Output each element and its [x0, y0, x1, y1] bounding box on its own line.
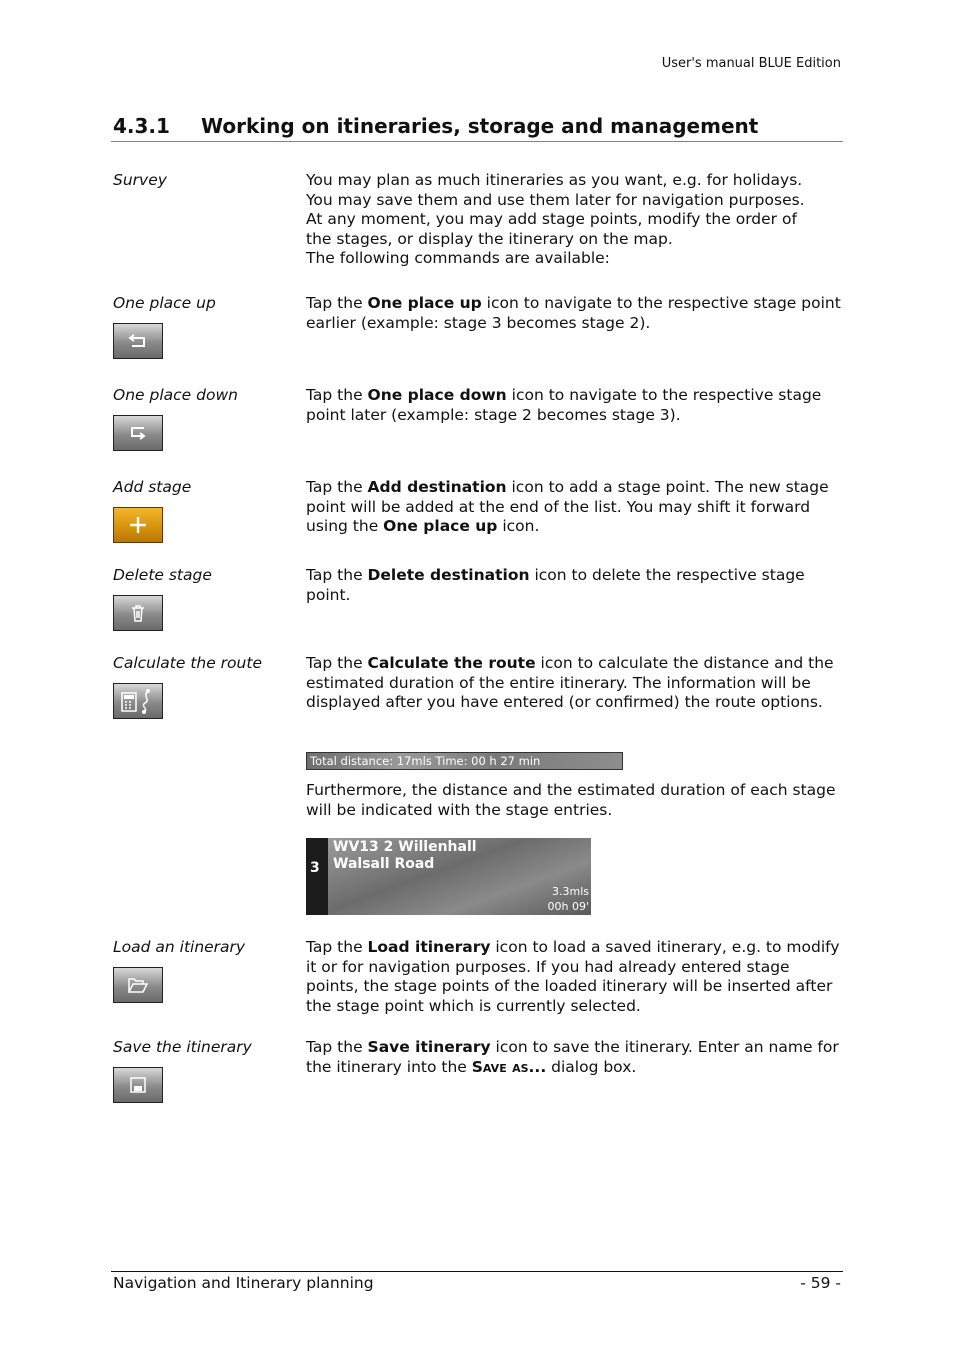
- survey-line-3: At any moment, you may add stage points, modify the order of: [306, 210, 797, 229]
- survey-line-5: The following commands are available:: [306, 249, 610, 268]
- section-number: 4.3.1: [113, 114, 170, 138]
- delete-stage-text: Tap the Delete destination icon to delete the respective stage point.: [306, 566, 805, 604]
- heading-rule: [111, 141, 843, 142]
- delete-destination-term: Delete destination: [367, 566, 530, 584]
- one-place-down-text: Tap the One place down icon to navigate to the respective stage point later (example: stage 2 becomes stage 3).: [306, 386, 822, 424]
- running-header: User's manual BLUE Edition: [661, 56, 841, 71]
- calculator-route-icon: [120, 688, 156, 714]
- add-stage-label: Add stage: [113, 478, 192, 496]
- one-place-up-term: One place up: [367, 294, 482, 312]
- trash-icon: [131, 604, 145, 622]
- delete-stage-button[interactable]: [113, 595, 163, 631]
- stage-entries-text: Furthermore, the distance and the estimated duration of each stage will be indicated with the stage entries.: [306, 781, 836, 819]
- stage-number-bar: [306, 838, 328, 915]
- add-destination-term: Add destination: [367, 478, 507, 496]
- section-heading: [113, 114, 758, 138]
- one-place-up-text: Tap the One place up icon to navigate to the respective stage point earlier (example: stage 3 becomes stage 2).: [306, 294, 841, 332]
- load-itinerary-button[interactable]: [113, 967, 163, 1003]
- page-number: - 59 -: [800, 1274, 841, 1292]
- delete-stage-label: Delete stage: [113, 566, 212, 584]
- save-itinerary-text: Tap the Save itinerary icon to save the itinerary. Enter an name for the itinerary into the Save as... dialog box.: [306, 1038, 839, 1076]
- save-itinerary-label: Save the itinerary: [113, 1038, 252, 1056]
- survey-line-2: You may save them and use them later for navigation purposes.: [306, 190, 805, 209]
- add-stage-text: Tap the Add destination icon to add a stage point. The new stage point will be added at the end of the list. You may shift it forward using the One place up icon.: [306, 478, 829, 536]
- stage-address-line-2: Walsall Road: [333, 856, 435, 872]
- survey-text: [306, 171, 846, 269]
- one-place-up-button[interactable]: [113, 323, 163, 359]
- save-as-dialog-term: Save as...: [471, 1057, 547, 1076]
- plus-icon: [129, 516, 147, 534]
- calculate-route-button[interactable]: [113, 683, 163, 719]
- one-place-down-term: One place down: [367, 386, 507, 404]
- stage-entry: [306, 838, 591, 915]
- one-place-down-button[interactable]: [113, 415, 163, 451]
- save-itinerary-button[interactable]: [113, 1067, 163, 1103]
- floppy-disk-icon: [130, 1077, 146, 1093]
- one-place-down-label: One place down: [113, 386, 238, 404]
- arrow-up-return-icon: [128, 334, 148, 348]
- survey-line-1: You may plan as much itineraries as you want, e.g. for holidays.: [306, 171, 803, 189]
- footer-chapter: Navigation and Itinerary planning: [113, 1274, 374, 1292]
- load-itinerary-text: Tap the Load itinerary icon to load a saved itinerary, e.g. to modify it or for navigation purposes. If you had already entered stage points, the stage points of the loaded itinerary will be inserted after the stage point which is currently selected.: [306, 938, 840, 1015]
- calculate-route-label: Calculate the route: [113, 654, 262, 672]
- stage-number: 3: [310, 860, 320, 876]
- arrow-down-return-icon: [128, 426, 148, 440]
- one-place-up-label: One place up: [113, 294, 216, 312]
- survey-line-4: the stages, or display the itinerary on the map.: [306, 229, 673, 248]
- stage-time: 00h 09': [547, 900, 589, 913]
- add-stage-button[interactable]: [113, 507, 163, 543]
- survey-label: Survey: [113, 171, 167, 189]
- footer-rule: [111, 1271, 843, 1272]
- load-itinerary-term: Load itinerary: [367, 938, 491, 956]
- load-itinerary-label: Load an itinerary: [113, 938, 246, 956]
- section-title: Working on itineraries, storage and management: [201, 114, 759, 138]
- calculate-route-text: Tap the Calculate the route icon to calculate the distance and the estimated duration of the entire itinerary. The information will be displayed after you have entered (or confirmed) the route options.: [306, 654, 834, 712]
- folder-open-icon: [127, 976, 149, 994]
- stage-distance: 3.3mls: [552, 885, 589, 898]
- calculate-route-term: Calculate the route: [367, 654, 536, 672]
- save-itinerary-term: Save itinerary: [367, 1038, 491, 1056]
- total-distance-status-bar: Total distance: 17mls Time: 00 h 27 min: [306, 752, 623, 770]
- stage-address-line-1: WV13 2 Willenhall: [333, 839, 477, 855]
- one-place-up-term-2: One place up: [383, 517, 498, 536]
